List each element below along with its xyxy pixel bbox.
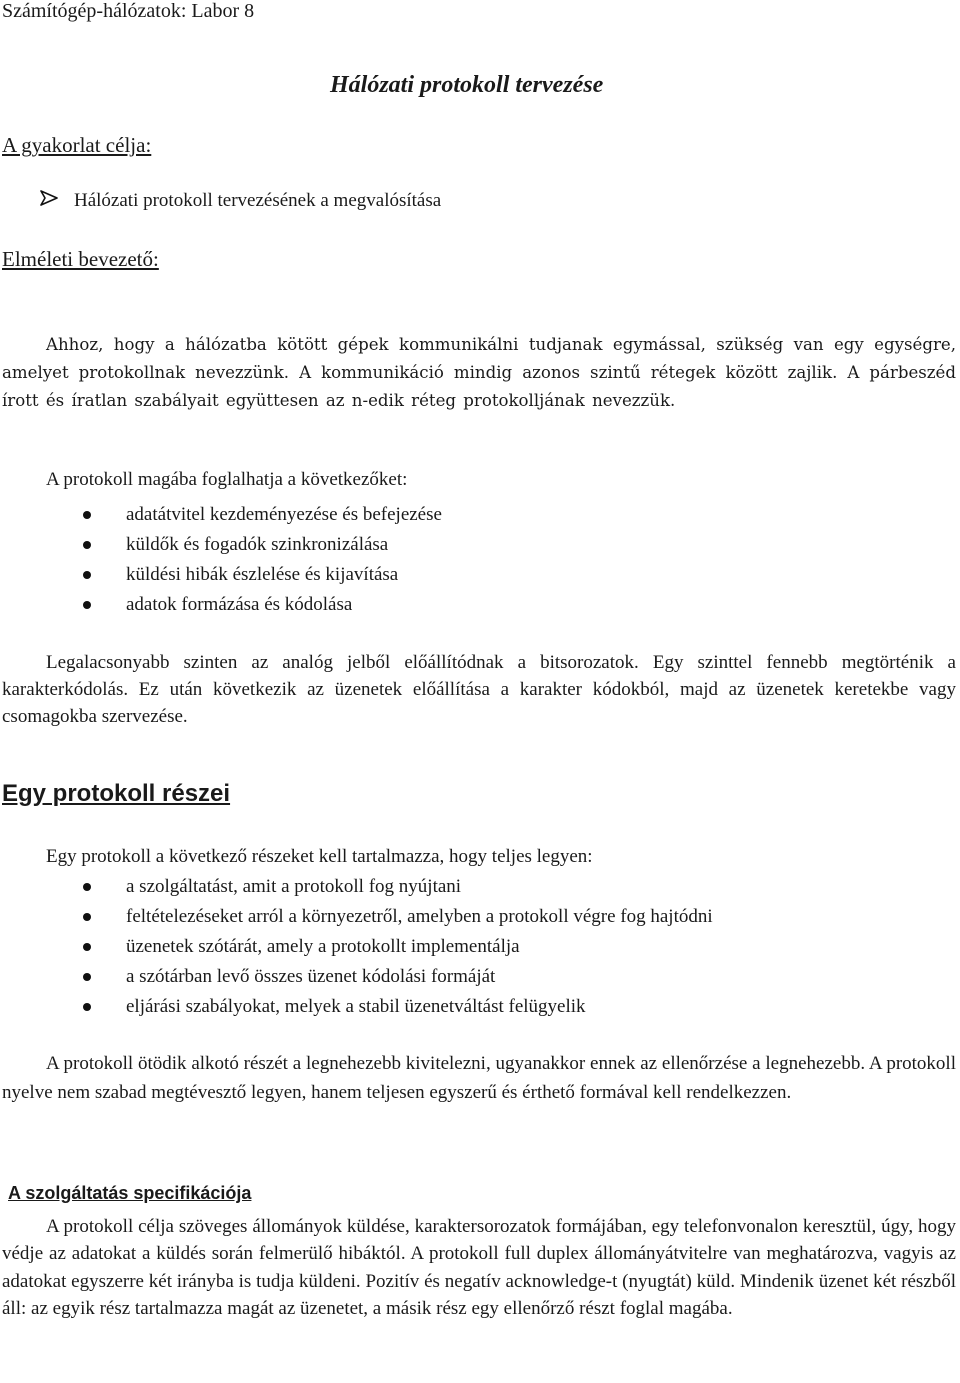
bullet-dot-icon bbox=[83, 541, 91, 549]
intro-paragraph-text: Ahhoz, hogy a hálózatba kötött gépek kommunikálni tudjanak egymással, szükség van egy egységre, amelyet protokollnak nevezzünk. A kommunikáció mindig azonos szintű rétegek között zajlik. A párbeszéd írott és íratlan szabályait együttesen az n-edik réteg protokolljának nevezzük. bbox=[2, 335, 956, 410]
bullet-dot-icon bbox=[83, 973, 91, 981]
spec-paragraph: A protokoll célja szöveges állományok küldése, karaktersorozatok formájában, egy telefonvonalon keresztül, úgy, hogy védje az adatokat a küldés során felmerülő hibáktól. A protokoll full duplex állományátvitelre van meghatározva, vagyis az adatokat egyszerre két irányba is tudja küldeni. Pozitív és negatív acknowledge-t (nyugtát) küld. Mindenik üzenet két részből áll: az egyik rész tartalmazza magát az üzenetet, a másik rész egy ellenőrző részt foglal magába. bbox=[2, 1216, 956, 1319]
goal-list-item bbox=[40, 190, 441, 212]
list-item: feltételezéseket arról a környezetről, amelyben a protokoll végre fog hajtódni bbox=[80, 902, 713, 932]
intro-bullet-list bbox=[80, 500, 442, 620]
list-item: a szótárban levő összes üzenet kódolási formáját bbox=[80, 962, 713, 992]
bullet-dot-icon bbox=[83, 1003, 91, 1011]
bullet-dot-icon bbox=[83, 913, 91, 921]
intro-paragraph bbox=[2, 331, 956, 415]
list-item: adatok formázása és kódolása bbox=[80, 590, 442, 620]
list-item: küldési hibák észlelése és kijavítása bbox=[80, 560, 442, 590]
intro-paragraph-2: Legalacsonyabb szinten az analóg jelből előállítódnak a bitsorozatok. Egy szinttel fennebb megtörténik a karakterkódolás. Ez után következik az üzenetek előállítása a karakter kódokból, majd az üzenetek keretekbe vagy csomagokba szervezése. bbox=[2, 652, 956, 727]
parts-list-intro: Egy protokoll a következő részeket kell tartalmazza, hogy teljes legyen: bbox=[46, 846, 593, 867]
bullet-dot-icon bbox=[83, 601, 91, 609]
bullet-dot-icon bbox=[83, 943, 91, 951]
list-item: adatátvitel kezdeményezése és befejezése bbox=[80, 500, 442, 530]
parts-bullet-list bbox=[80, 872, 713, 1022]
arrow-bullet-icon bbox=[40, 190, 60, 212]
list-item: eljárási szabályokat, melyek a stabil üzenetváltást felügyelik bbox=[80, 992, 713, 1022]
page-header: Számítógép-hálózatok: Labor 8 bbox=[2, 0, 255, 22]
bullet-dot-icon bbox=[83, 511, 91, 519]
list-item: a szolgáltatást, amit a protokoll fog nyújtani bbox=[80, 872, 713, 902]
list-item: küldők és fogadók szinkronizálása bbox=[80, 530, 442, 560]
goal-item-text: Hálózati protokoll tervezésének a megvalósítása bbox=[74, 190, 442, 211]
intro-heading: Elméleti bevezető: bbox=[2, 247, 159, 271]
bullet-dot-icon bbox=[83, 571, 91, 579]
spec-heading: A szolgáltatás specifikációja bbox=[8, 1183, 252, 1203]
parts-heading: Egy protokoll részei bbox=[2, 780, 231, 807]
bullet-dot-icon bbox=[83, 883, 91, 891]
goal-heading: A gyakorlat célja: bbox=[2, 133, 152, 157]
list-item: üzenetek szótárát, amely a protokollt implementálja bbox=[80, 932, 713, 962]
intro-list-intro: A protokoll magába foglalhatja a következőket: bbox=[46, 469, 408, 490]
parts-paragraph: A protokoll ötödik alkotó részét a legnehezebb kivitelezni, ugyanakkor ennek az ellenőrzése a legnehezebb. A protokoll nyelve nem szabad megtévesztő legyen, hanem teljesen egyszerű és érthető formával kell rendelkezzen. bbox=[2, 1053, 956, 1103]
page-title: Hálózati protokoll tervezése bbox=[330, 72, 604, 98]
